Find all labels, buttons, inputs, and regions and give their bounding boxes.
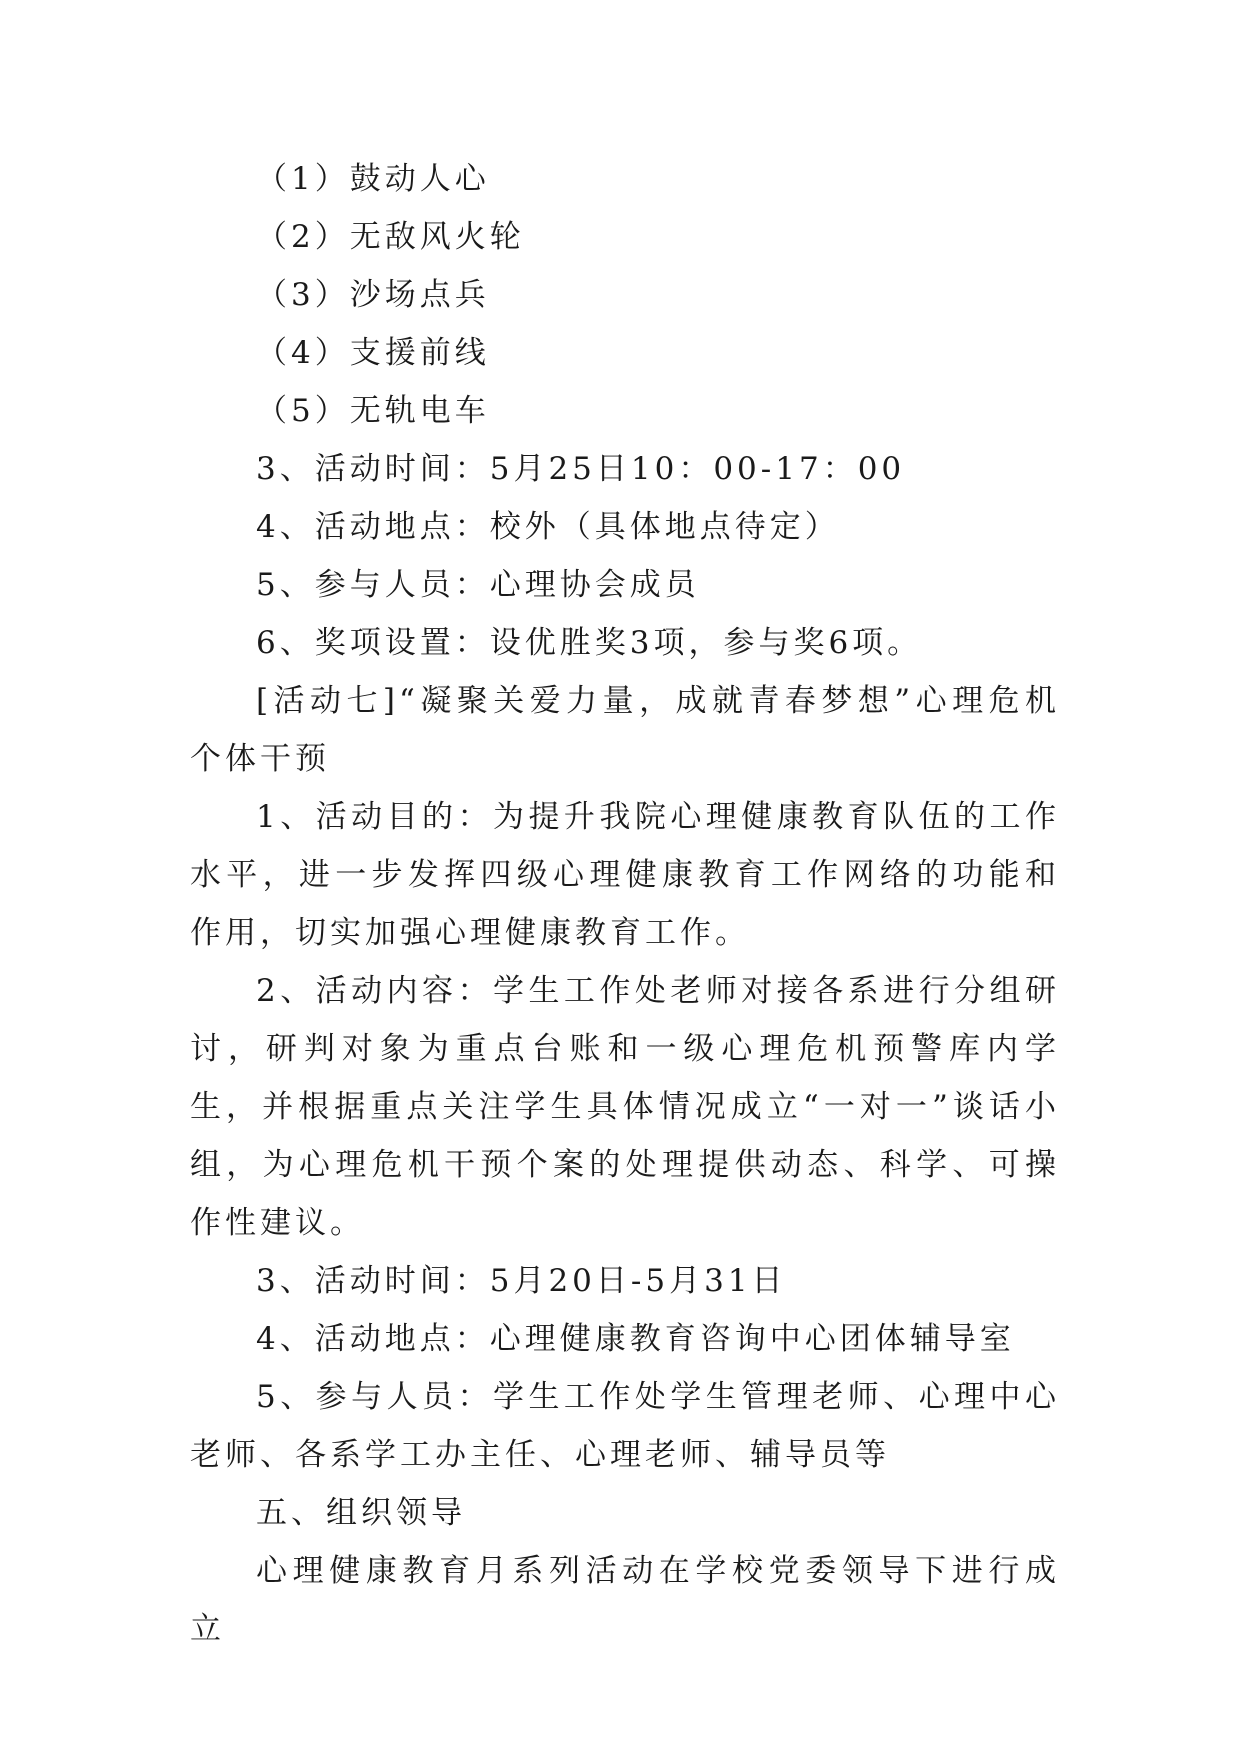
section-heading: 五、组织领导 [256,1495,466,1531]
list-item: （2）无敌风火轮 [256,219,525,255]
activity-participants: 5、参与人员：学生工作处学生管理老师、心理中心老师、各系学工办主任、心理老师、辅导员等 [190,1379,1060,1473]
activity-time: 3、活动时间：5月25日10：00-17：00 [256,451,906,487]
activity-content: 2、活动内容：学生工作处老师对接各系进行分组研讨，研判对象为重点台账和一级心理危机预警库内学生，并根据重点关注学生具体情况成立“一对一”谈话小组，为心理危机干预个案的处理提供动态、科学、可操作性建议。 [190,973,1060,1241]
activity-awards: 6、奖项设置：设优胜奖3项，参与奖6项。 [256,625,923,661]
document-body [190,150,1060,1658]
activity-location: 4、活动地点：校外（具体地点待定） [256,509,840,545]
list-item: （5）无轨电车 [256,393,490,429]
list-item: （3）沙场点兵 [256,277,490,313]
activity-location: 4、活动地点：心理健康教育咨询中心团体辅导室 [256,1321,1015,1357]
activity-time: 3、活动时间：5月20日-5月31日 [256,1263,787,1299]
list-item: （4）支援前线 [256,335,490,371]
section-text: 心理健康教育月系列活动在学校党委领导下进行成立 [190,1553,1060,1647]
activity-participants: 5、参与人员：心理协会成员 [256,567,700,603]
list-item: （1）鼓动人心 [256,161,490,197]
activity-title: [活动七]“凝聚关爱力量，成就青春梦想”心理危机个体干预 [190,683,1060,777]
activity-purpose: 1、活动目的：为提升我院心理健康教育队伍的工作水平，进一步发挥四级心理健康教育工作网络的功能和作用，切实加强心理健康教育工作。 [190,799,1060,951]
